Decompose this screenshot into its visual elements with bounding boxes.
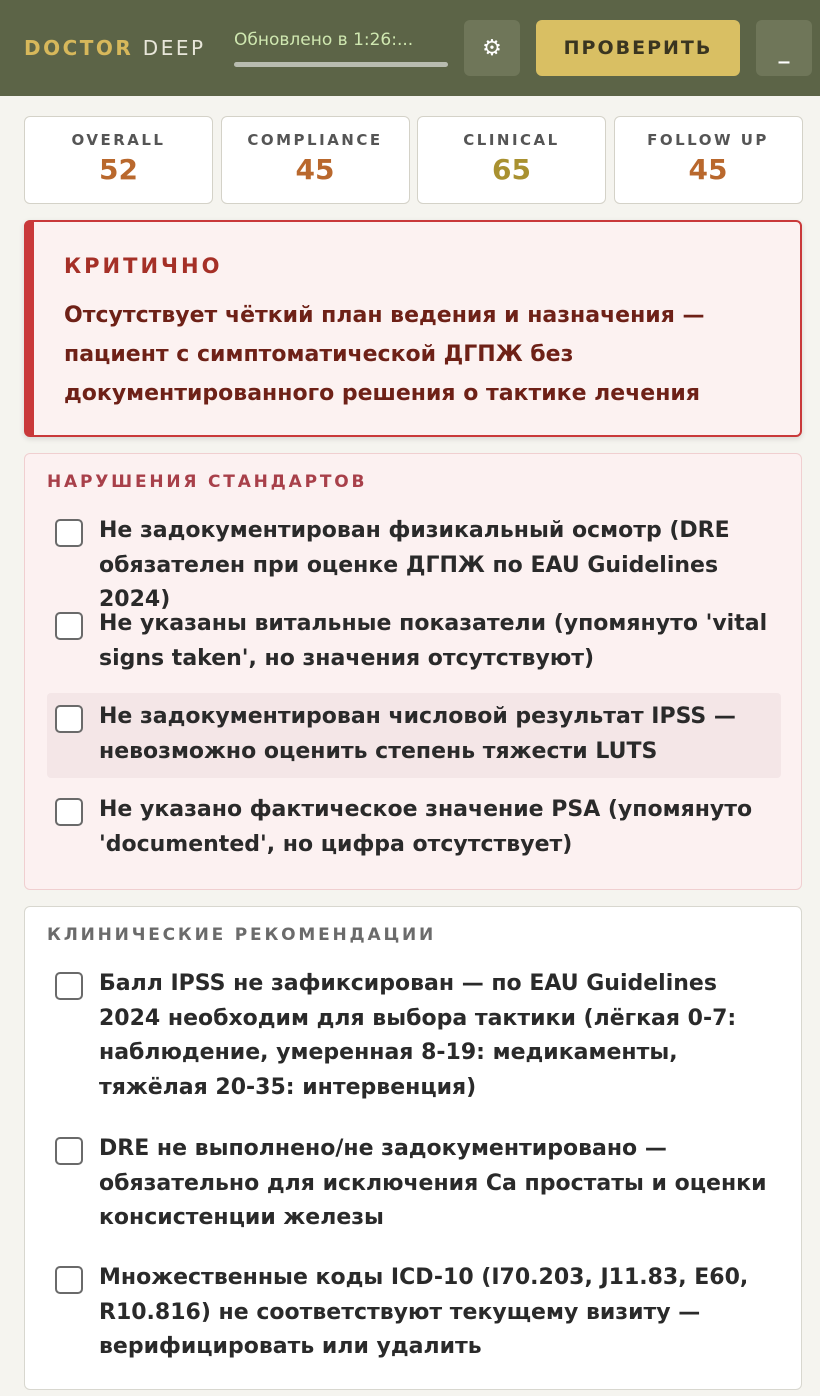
violation-item[interactable] bbox=[47, 693, 781, 778]
violation-text: Не задокументирован числовой результат IPSS — невозможно оценить степень тяжести LUTS bbox=[99, 704, 736, 764]
logo-doctor: DOCTOR bbox=[24, 36, 134, 60]
app-logo bbox=[24, 36, 206, 60]
violation-text: Не указано фактическое значение PSA (упомянуто 'documented', но цифра отсутствует) bbox=[99, 797, 753, 857]
minimize-button[interactable]: _ bbox=[756, 20, 812, 76]
score-card-compliance bbox=[221, 116, 410, 204]
settings-button[interactable] bbox=[464, 20, 520, 76]
violation-item[interactable] bbox=[47, 793, 781, 867]
gear-icon: ⚙ bbox=[482, 35, 502, 61]
score-value: 45 bbox=[688, 153, 728, 186]
checkbox[interactable] bbox=[55, 798, 83, 826]
violation-text: Не задокументирован физикальный осмотр (DRE обязателен при оценке ДГПЖ по EAU Guidelines 2024) bbox=[99, 518, 730, 612]
violation-item[interactable] bbox=[47, 607, 781, 681]
update-progress-fill bbox=[234, 62, 448, 67]
checkbox[interactable] bbox=[55, 972, 83, 1000]
score-value: 65 bbox=[492, 153, 531, 186]
logo-deep: DEEP bbox=[142, 36, 206, 60]
violation-text: Не указаны витальные показатели (упомянуто 'vital signs taken', но значения отсутствуют) bbox=[99, 611, 768, 671]
recommendation-item[interactable] bbox=[47, 967, 781, 1109]
score-value: 52 bbox=[99, 153, 138, 186]
score-value: 45 bbox=[295, 153, 335, 186]
clinical-recommendations-section bbox=[24, 906, 802, 1390]
score-card-overall bbox=[24, 116, 213, 204]
score-card-clinical bbox=[417, 116, 606, 204]
update-progress-bar bbox=[234, 62, 448, 67]
score-card-follow-up bbox=[614, 116, 803, 204]
critical-title: КРИТИЧНО bbox=[64, 254, 223, 278]
checkbox[interactable] bbox=[55, 1137, 83, 1165]
violation-item[interactable] bbox=[47, 514, 781, 612]
score-label: FOLLOW UP bbox=[647, 131, 769, 149]
standards-violations-section bbox=[24, 453, 802, 890]
score-label: COMPLIANCE bbox=[247, 131, 383, 149]
recommendation-item[interactable] bbox=[47, 1261, 781, 1369]
update-status bbox=[234, 30, 448, 67]
app-header bbox=[0, 0, 820, 96]
recommendation-text: Множественные коды ICD-10 (I70.203, J11.83, E60, R10.816) не соответствуют текущему визиту — верифицировать или удалить bbox=[99, 1265, 749, 1359]
checkbox[interactable] bbox=[55, 612, 83, 640]
update-status-text: Обновлено в 1:26:... bbox=[234, 30, 414, 50]
check-button[interactable]: ПРОВЕРИТЬ bbox=[536, 20, 740, 76]
score-label: CLINICAL bbox=[463, 131, 560, 149]
score-cards bbox=[24, 116, 802, 204]
recommendation-text: DRE не выполнено/не задокументировано — обязательно для исключения Ca простаты и оценки консистенции железы bbox=[99, 1136, 767, 1230]
checkbox[interactable] bbox=[55, 519, 83, 547]
recommendation-text: Балл IPSS не зафиксирован — по EAU Guidelines 2024 необходим для выбора тактики (лёгкая 0-7: наблюдение, умеренная 8-19: медикаменты, тяжёлая 20-35: интервенция) bbox=[99, 971, 737, 1100]
critical-message: Отсутствует чёткий план ведения и назначения — пациент с симптоматической ДГПЖ без документированного решения о тактике лечения bbox=[64, 303, 705, 406]
score-label: OVERALL bbox=[71, 131, 166, 149]
checkbox[interactable] bbox=[55, 705, 83, 733]
checkbox[interactable] bbox=[55, 1266, 83, 1294]
recommendation-item[interactable] bbox=[47, 1132, 781, 1240]
section-title: НАРУШЕНИЯ СТАНДАРТОВ bbox=[47, 472, 368, 492]
section-title: КЛИНИЧЕСКИЕ РЕКОМЕНДАЦИИ bbox=[47, 925, 437, 945]
critical-alert bbox=[24, 220, 802, 437]
